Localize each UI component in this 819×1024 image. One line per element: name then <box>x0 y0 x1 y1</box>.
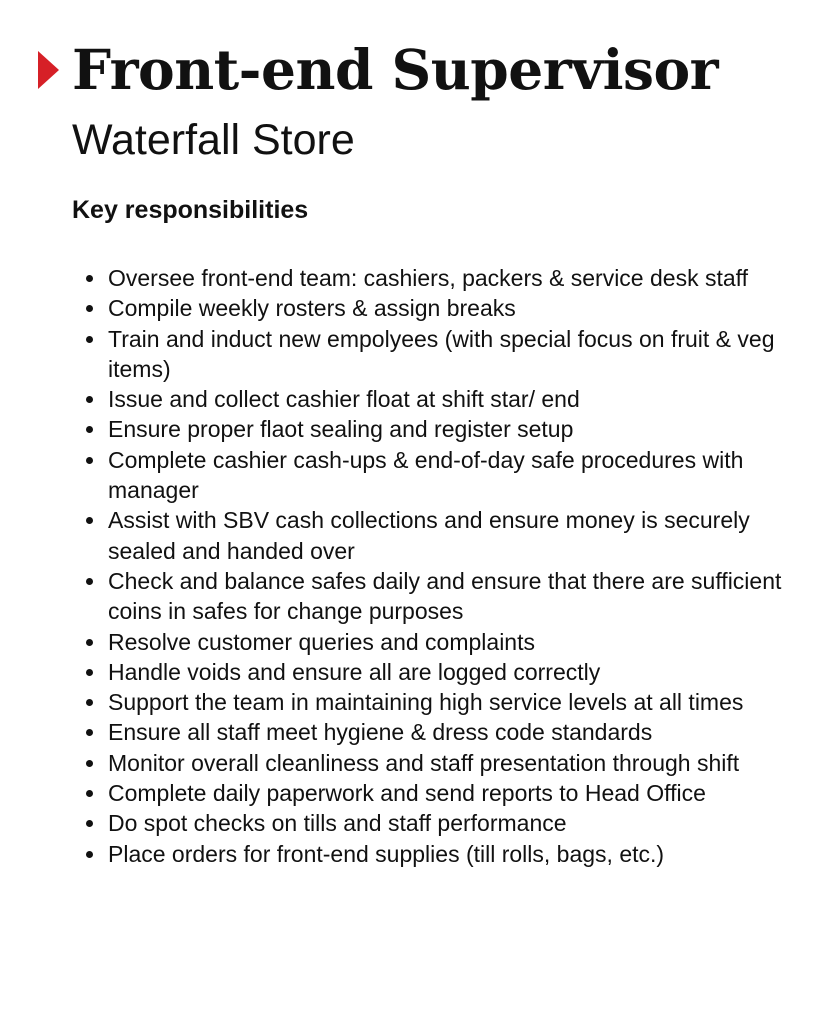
bullet-icon <box>86 699 93 706</box>
bullet-icon <box>86 336 93 343</box>
list-item <box>84 293 784 323</box>
list-item <box>84 657 784 687</box>
list-item <box>84 384 784 414</box>
bullet-icon <box>86 820 93 827</box>
list-item <box>84 445 784 506</box>
list-item-text: Train and induct new empolyees (with special focus on fruit & veg items) <box>108 325 775 382</box>
list-item-text: Check and balance safes daily and ensure that there are sufficient coins in safes for change purposes <box>108 567 782 625</box>
list-item-text: Support the team in maintaining high service levels at all times <box>108 689 744 716</box>
list-item-text: Ensure proper flaot sealing and register setup <box>108 416 574 443</box>
list-item <box>84 808 784 838</box>
bullet-icon <box>86 396 93 403</box>
list-item-text: Do spot checks on tills and staff performance <box>108 810 567 837</box>
responsibilities-list <box>84 263 784 869</box>
list-item-text: Oversee front-end team: cashiers, packers & service desk staff <box>108 265 749 291</box>
bullet-icon <box>86 639 93 646</box>
bullet-icon <box>86 669 93 676</box>
bullet-icon <box>86 760 93 767</box>
list-item <box>84 717 784 747</box>
list-item-text: Monitor overall cleanliness and staff presentation through shift <box>108 749 740 776</box>
store-name: Waterfall Store <box>72 116 355 164</box>
list-item-text: Issue and collect cashier float at shift star/ end <box>108 386 580 413</box>
bullet-icon <box>86 457 93 464</box>
bullet-icon <box>86 305 93 312</box>
list-item <box>84 324 784 385</box>
list-item <box>84 839 784 869</box>
bullet-icon <box>86 426 93 433</box>
bullet-icon <box>86 790 93 797</box>
section-heading: Key responsibilities <box>72 196 309 224</box>
list-item-text: Compile weekly rosters & assign breaks <box>108 295 516 322</box>
list-item-text: Complete daily paperwork and send reports to Head Office <box>108 780 706 807</box>
bullet-icon <box>86 275 93 282</box>
page-header <box>38 36 718 104</box>
list-item <box>84 414 784 444</box>
list-item-text: Resolve customer queries and complaints <box>108 628 535 655</box>
list-item <box>84 748 784 778</box>
list-item <box>84 566 784 627</box>
list-item-text: Complete cashier cash-ups & end-of-day safe procedures with manager <box>108 446 744 504</box>
page-title: Front-end Supervisor <box>72 37 719 102</box>
list-item-text: Ensure all staff meet hygiene & dress code standards <box>108 719 653 746</box>
list-item-text: Assist with SBV cash collections and ensure money is securely sealed and handed over <box>108 507 750 564</box>
bullet-icon <box>86 578 93 585</box>
list-item <box>84 263 784 293</box>
bullet-icon <box>86 729 93 736</box>
triangle-right-icon <box>38 51 59 89</box>
bullet-icon <box>86 851 93 858</box>
list-item <box>84 687 784 717</box>
list-item-text: Handle voids and ensure all are logged correctly <box>108 658 601 685</box>
bullet-icon <box>86 517 93 524</box>
list-item <box>84 778 784 808</box>
list-item-text: Place orders for front-end supplies (till rolls, bags, etc.) <box>108 840 665 867</box>
list-item <box>84 627 784 657</box>
list-item <box>84 505 784 566</box>
